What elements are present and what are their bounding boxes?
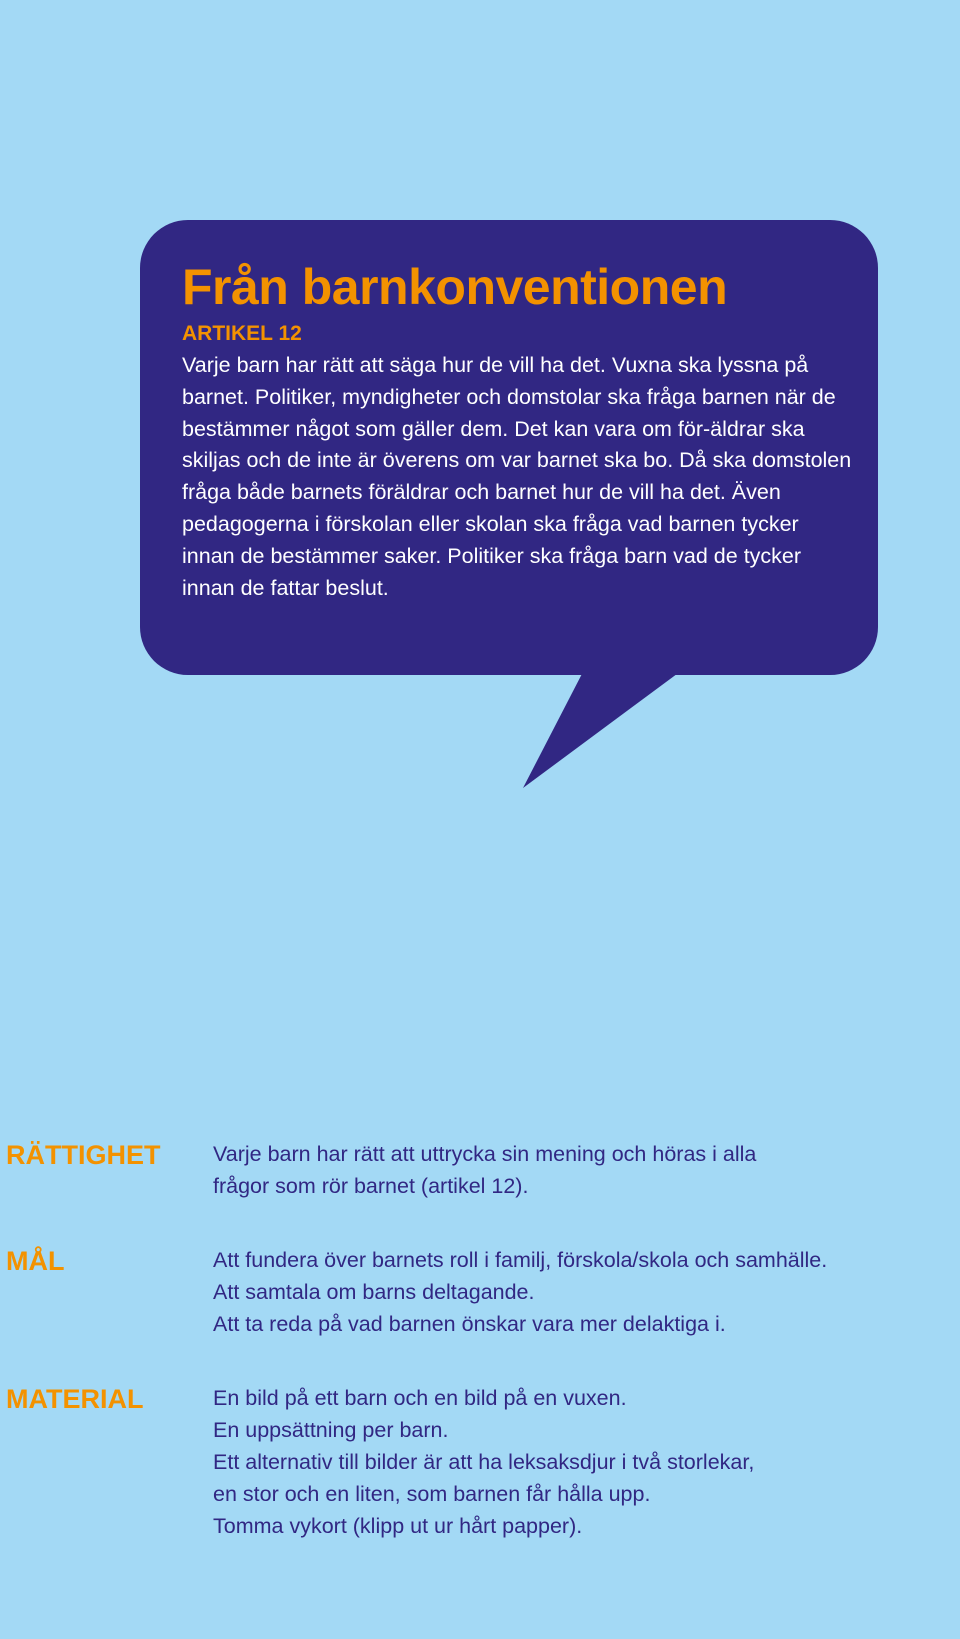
info-text-rattighet: Varje barn har rätt att uttrycka sin mening och höras i alla frågor som rör barnet (artikel 12). xyxy=(213,1142,757,1198)
info-label-material: MATERIAL xyxy=(6,1384,144,1414)
info-label-rattighet: RÄTTIGHET xyxy=(6,1140,161,1170)
info-text-material: En bild på ett barn och en bild på en vuxen. En uppsättning per barn. Ett alternativ till bilder är att ha leksaksdjur i två storlekar, en stor och en liten, som barnen får hålla upp. Tomma vykort (klipp ut ur hårt papper). xyxy=(213,1386,755,1538)
info-section xyxy=(6,1138,946,1542)
info-row-rattighet xyxy=(6,1138,946,1244)
info-label-mal: MÅL xyxy=(6,1246,65,1276)
info-row-mal xyxy=(6,1244,946,1382)
info-row-material xyxy=(6,1382,946,1542)
bubble-content xyxy=(182,258,857,604)
info-text-mal: Att fundera över barnets roll i familj, förskola/skola och samhälle. Att samtala om barns deltagande. Att ta reda på vad barnen önskar vara mer delaktiga i. xyxy=(213,1248,828,1336)
article-heading: ARTIKEL 12 xyxy=(182,322,302,345)
bubble-title: Från barnkonventionen xyxy=(182,259,728,315)
article-text: Varje barn har rätt att säga hur de vill ha det. Vuxna ska lyssna på barnet. Politiker, myndigheter och domstolar ska fråga barnen när de bestämmer något som gäller dem. Det kan vara om för-äldrar ska skiljas och de inte är överens om var barnet ska bo. Då ska domstolen fråga både barnets föräldrar och barnet hur de vill ha det. Även pedagogerna i förskolan eller skolan ska fråga vad barnen tycker innan de bestämmer saker. Politiker ska fråga barn vad de tycker innan de fattar beslut. xyxy=(182,353,852,600)
speech-bubble xyxy=(140,220,878,790)
